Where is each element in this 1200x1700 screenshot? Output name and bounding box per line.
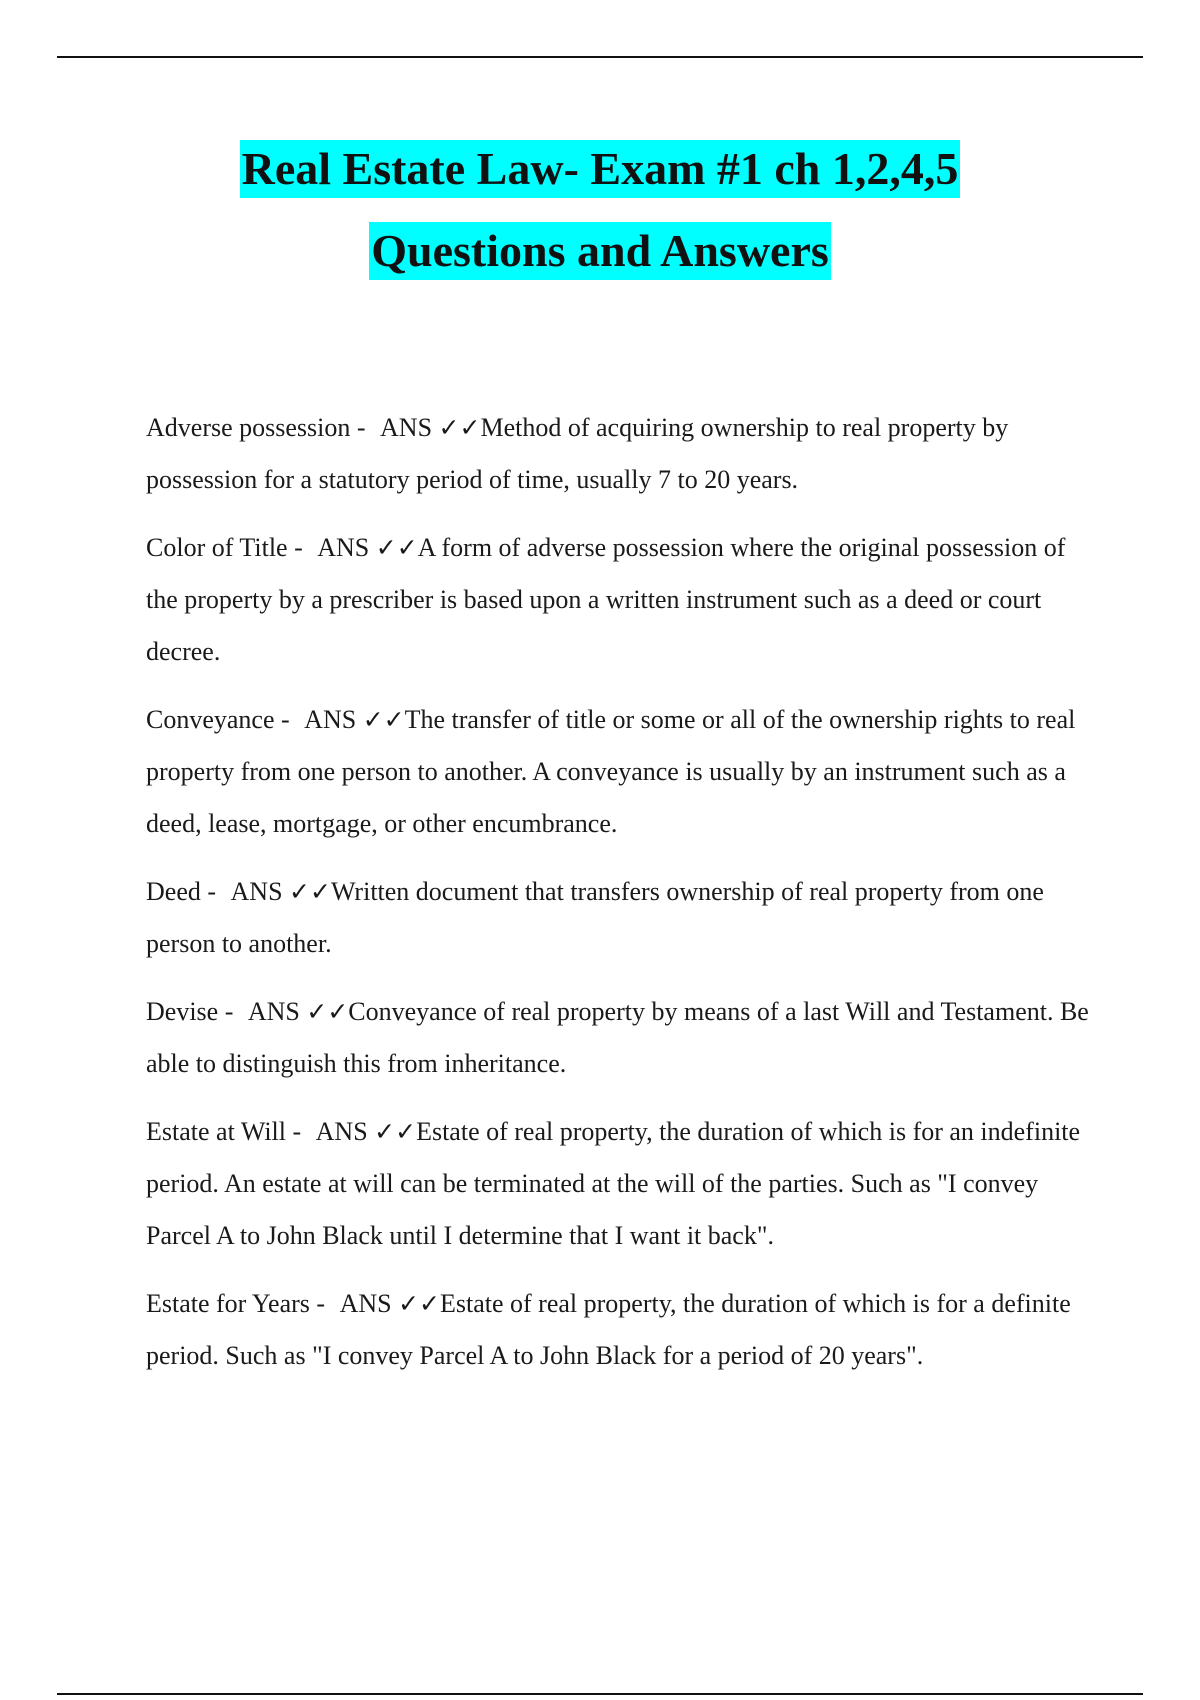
qa-term: Estate for Years - <box>146 1289 326 1318</box>
qa-item <box>146 694 1096 850</box>
qa-answer: Method of acquiring ownership to real property by possession for a statutory period of time, usually 7 to 20 years. <box>146 413 1009 494</box>
qa-term: Estate at Will - <box>146 1117 302 1146</box>
qa-term: Devise - <box>146 997 234 1026</box>
title-line-1: Real Estate Law- Exam #1 ch 1,2,4,5 <box>240 140 961 198</box>
title-line-2: Questions and Answers <box>369 222 831 280</box>
qa-list <box>146 402 1096 1398</box>
check-icon: ✓✓ <box>398 1289 440 1318</box>
qa-term: Adverse possession - <box>146 413 366 442</box>
qa-term: Deed - <box>146 877 217 906</box>
qa-answer: Conveyance of real property by means of a last Will and Testament. Be able to distinguish this from inheritance. <box>146 997 1089 1078</box>
qa-ans-label: ANS <box>317 533 370 562</box>
check-icon: ✓✓ <box>289 877 331 906</box>
qa-item <box>146 402 1096 506</box>
document-title <box>0 140 1200 280</box>
qa-item <box>146 866 1096 970</box>
qa-answer: Estate of real property, the duration of which is for an indefinite period. An estate at will can be terminated at the will of the parties. Such as "I convey Parcel A to John Black until I determine that I want it back". <box>146 1117 1081 1250</box>
qa-ans-label: ANS <box>230 877 283 906</box>
qa-answer: Written document that transfers ownership of real property from one person to another. <box>146 877 1044 958</box>
qa-answer: The transfer of title or some or all of the ownership rights to real property from one person to another. A conveyance is usually by an instrument such as a deed, lease, mortgage, or other encumbrance. <box>146 705 1076 838</box>
qa-ans-label: ANS <box>247 997 300 1026</box>
check-icon: ✓✓ <box>374 1117 417 1146</box>
qa-answer: A form of adverse possession where the original possession of the property by a prescriber is based upon a written instrument such as a deed or court decree. <box>146 533 1066 666</box>
qa-item <box>146 1106 1096 1262</box>
qa-item <box>146 522 1096 678</box>
qa-ans-label: ANS <box>339 1289 392 1318</box>
qa-term: Conveyance - <box>146 705 290 734</box>
check-icon: ✓✓ <box>306 997 349 1026</box>
top-rule <box>57 56 1143 58</box>
check-icon: ✓✓ <box>375 533 418 562</box>
qa-ans-label: ANS <box>380 413 433 442</box>
qa-ans-label: ANS <box>315 1117 368 1146</box>
check-icon: ✓✓ <box>362 705 405 734</box>
qa-item <box>146 1278 1096 1382</box>
qa-term: Color of Title - <box>146 533 303 562</box>
qa-answer: Estate of real property, the duration of which is for a definite period. Such as "I convey Parcel A to John Black for a period of 20 years". <box>146 1289 1071 1370</box>
qa-ans-label: ANS <box>304 705 357 734</box>
bottom-rule <box>57 1693 1143 1695</box>
check-icon: ✓✓ <box>438 413 481 442</box>
qa-item <box>146 986 1096 1090</box>
